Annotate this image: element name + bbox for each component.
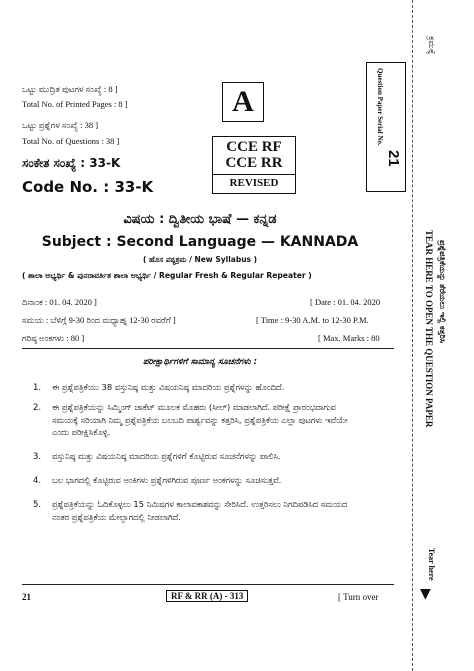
instruction-number: 4.: [33, 476, 42, 486]
tear-here-label: Tear here: [427, 548, 436, 581]
instruction-item: ಈ ಪ್ರಶ್ನೆಪತ್ರಿಕೆಯು 38 ವಸ್ತುನಿಷ್ಠ ಮತ್ತು ವಿಷಯನಿಷ್ಠ ಮಾದರಿಯ ಪ್ರಶ್ನೆಗಳನ್ನು ಹೊಂದಿದೆ.: [52, 382, 285, 392]
candidates-label: ( ಶಾಲಾ ಅಭ್ಯರ್ಥಿ & ಪುನರಾವರ್ತಿತ ಶಾಲಾ ಅಭ್ಯರ್ಥಿ / Regular Fresh & Regular Repeater ): [22, 271, 312, 280]
instruction-number: 2.: [33, 403, 42, 413]
tear-arrow-icon: ▼: [420, 586, 431, 602]
printed-pages-kn: ಒಟ್ಟು ಮುದ್ರಿತ ಪುಟಗಳ ಸಂಖ್ಯೆ : 8 ]: [22, 84, 118, 94]
instruction-item: ಬಲ ಭಾಗದಲ್ಲಿ ಕೊಟ್ಟಿರುವ ಅಂಕಿಗಳು ಪ್ರಶ್ನೆಗಳಿಗಿರುವ ಪೂರ್ಣ ಅಂಕಗಳನ್ನು ಸೂಚಿಸುತ್ತವೆ.: [52, 475, 282, 485]
time-en: [ Time : 9-30 A.M. to 12-30 P.M.: [256, 315, 369, 325]
tear-here-kn: ಪ್ರಶ್ನೆಪತ್ರಿಕೆಯನ್ನು ತೆರೆಯಲು ಇಲ್ಲಿ ಕತ್ತರಿಸಿ: [438, 240, 447, 344]
time-kn: ಸಮಯ : ಬೆಳಿಗ್ಗೆ 9-30 ರಿಂದ ಮಧ್ಯಾಹ್ನ 12-30 ರವರೆಗೆ ]: [22, 315, 176, 325]
instruction-number: 1.: [33, 383, 42, 393]
instructions-heading: ಪರೀಕ್ಷಾರ್ಥಿಗಳಿಗೆ ಸಾಮಾನ್ಯ ಸೂಚನೆಗಳು :: [142, 357, 258, 367]
questions-kn: ಒಟ್ಟು ಪ್ರಶ್ನೆಗಳ ಸಂಖ್ಯೆ : 38 ]: [22, 120, 99, 130]
code-kn: ಸಂಕೇತ ಸಂಖ್ಯೆ : 33-K: [22, 156, 121, 170]
instruction-number: 3.: [33, 452, 42, 462]
scheme-rr: CCE RR: [225, 155, 283, 171]
footer-divider: [22, 584, 394, 585]
subject-en: Subject : Second Language — KANNADA: [41, 234, 359, 250]
questions-en: Total No. of Questions : 38 ]: [22, 136, 120, 146]
instruction-item: ವಸ್ತುನಿಷ್ಠ ಮತ್ತು ವಿಷಯನಿಷ್ಠ ಮಾದರಿಯ ಪ್ರಶ್ನೆಗಳಿಗೆ ಕೊಟ್ಟಿರುವ ಸೂಚನೆಗಳನ್ನು ಪಾಲಿಸಿ.: [52, 451, 281, 461]
version-letter: A: [232, 85, 254, 118]
serial-box: [366, 62, 406, 192]
details-divider: [22, 348, 394, 349]
subject-kn: ವಿಷಯ : ದ್ವಿತೀಯ ಭಾಷೆ — ಕನ್ನಡ: [123, 212, 277, 227]
serial-number: 21: [385, 150, 402, 167]
footer-code: RF & RR (A) - 313: [166, 590, 248, 602]
date-kn: ದಿನಾಂಕ : 01. 04. 2020 ]: [22, 297, 97, 307]
scheme-box: [212, 136, 296, 194]
serial-label: Question Paper Serial No.: [376, 68, 384, 146]
tear-here-en: TEAR HERE TO OPEN THE QUESTION PAPER: [424, 230, 434, 428]
instruction-item: ಪ್ರಶ್ನೆಪತ್ರಿಕೆಯನ್ನು ಓದಿಕೊಳ್ಳಲು 15 ನಿಮಿಷಗಳ ಕಾಲಾವಕಾಶವನ್ನು ಸೇರಿಸಿದೆ. ಉತ್ತರಿಸಲು ನಿಗದಿಪಡಿಸಿದ ಸಮಯದ ನಂತರ ಪ್ರಶ್ನೆಪತ್ರಿಕೆಯ ಮೇಲ್ಭಾಗದಲ್ಲಿ ನೀಡಲಾಗಿದೆ.: [52, 499, 348, 522]
date-en: [ Date : 01. 04. 2020: [310, 297, 381, 307]
footer-page-number: 21: [22, 592, 31, 602]
instruction-item: ಈ ಪ್ರಶ್ನೆಪತ್ರಿಕೆಯನ್ನು ಸಿಮ್ಮಿಂಗ್ ಜಾಕೆಟ್ ಮೂಲಕ ಮೊಹರು (ಸೀಲ್) ಮಾಡಲಾಗಿದೆ. ಪರೀಕ್ಷೆ ಪ್ರಾರಂಭವಾಗುವ ಸಮಯಕ್ಕೆ ಸರಿಯಾಗಿ ನಿಮ್ಮ ಪ್ರಶ್ನೆಪತ್ರಿಕೆಯ ಬಲಬದಿ ಪಾರ್ಶ್ವವನ್ನು ಕತ್ತರಿಸಿ, ಪ್ರಶ್ನೆಪತ್ರಿಕೆಯ ಎಲ್ಲಾ ಪುಟಗಳು ಇವೆಯೇ ಎಂದು ಪರೀಕ್ಷಿಸಿಕೊಳ್ಳಿ.: [52, 402, 348, 438]
version-box: [222, 82, 264, 122]
footer-turn-over: [ Turn over: [338, 592, 379, 602]
printed-pages-en: Total No. of Printed Pages : 8 ]: [22, 99, 128, 109]
scheme-rf: CCE RF: [226, 139, 282, 155]
syllabus-label: ( ಹೊಸ ಪಠ್ಯಕ್ರಮ / New Syllabus ): [142, 255, 258, 264]
marks-en: [ Max. Marks : 80: [318, 333, 380, 343]
tear-line: [412, 0, 413, 671]
revised-label: REVISED: [213, 174, 295, 191]
code-en: Code No. : 33-K: [22, 178, 154, 196]
side-kn-label: ಕ್ರಮಕ್ಕೆ: [426, 36, 436, 55]
instruction-number: 5.: [33, 500, 42, 510]
marks-kn: ಗರಿಷ್ಠ ಅಂಕಗಳು : 80 ]: [22, 333, 85, 343]
